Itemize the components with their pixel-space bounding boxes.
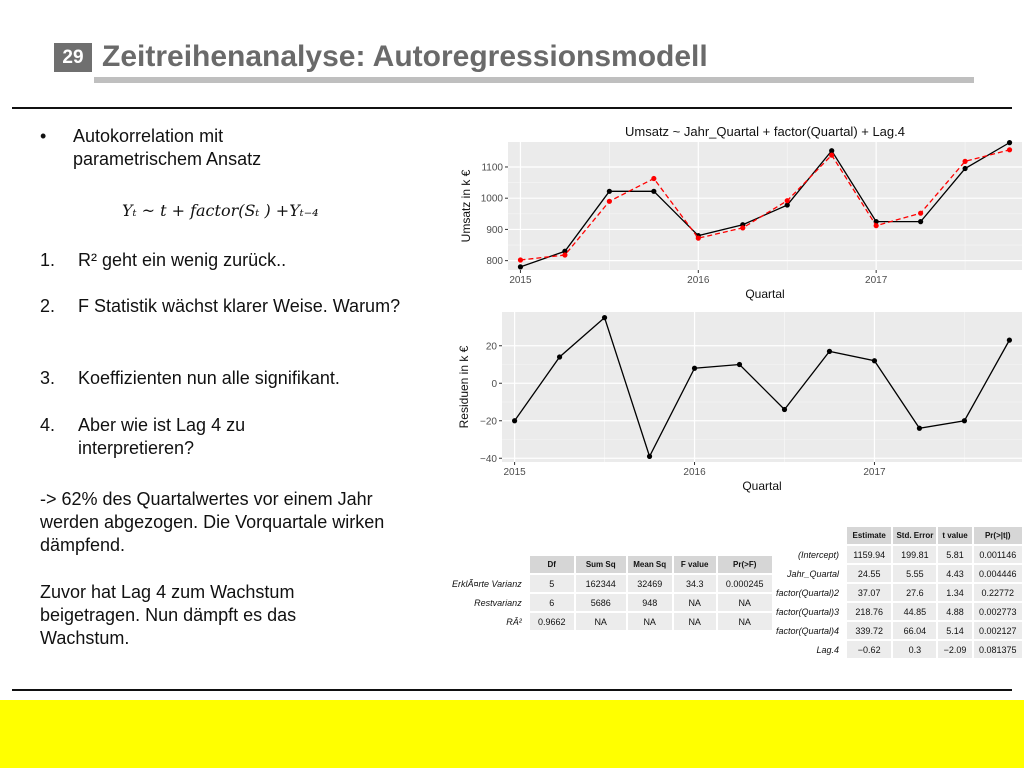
column-header: Estimate — [847, 527, 891, 544]
x-tick-label: 2016 — [687, 275, 710, 286]
bottom-divider — [12, 689, 1012, 691]
row-label: Jahr_Quartal — [787, 568, 840, 579]
item-4-text: Aber wie ist Lag 4 zu interpretieren? — [78, 415, 246, 458]
data-point — [651, 189, 656, 194]
table-cell: 5 — [530, 575, 574, 592]
table-cell: 34.3 — [674, 575, 716, 592]
table-cell: 0.002773 — [974, 603, 1022, 620]
slide-title: Zeitreihenanalyse: Autoregressionsmodell — [102, 40, 708, 73]
table-cell: 162344 — [576, 575, 626, 592]
data-point — [874, 223, 879, 228]
item-1-num: 1. — [40, 250, 56, 270]
top-divider — [12, 107, 1012, 109]
table-cell: 0.9662 — [530, 613, 574, 630]
table-cell: 37.07 — [847, 584, 891, 601]
table-cell: NA — [718, 613, 772, 630]
data-point — [647, 454, 652, 459]
data-point — [1007, 140, 1012, 145]
data-point — [607, 189, 612, 194]
table-cell: 218.76 — [847, 603, 891, 620]
table-cell: NA — [718, 594, 772, 611]
table-row — [773, 584, 1022, 601]
x-tick-label: 2016 — [683, 467, 706, 478]
plot-panel — [508, 142, 1022, 270]
table-cell: 0.000245 — [718, 575, 772, 592]
anova-table — [447, 554, 774, 632]
x-tick-label: 2017 — [863, 467, 886, 478]
y-tick-label: 1000 — [480, 193, 503, 205]
table-row — [449, 594, 772, 611]
data-point — [518, 264, 523, 269]
table-row — [773, 622, 1022, 639]
item-3-num: 3. — [40, 368, 56, 388]
table-row — [773, 565, 1022, 582]
y-axis-label: Residuen in k € — [457, 345, 471, 429]
table-cell: −0.62 — [847, 641, 891, 658]
table-corner — [773, 527, 845, 544]
row-label: Restvarianz — [474, 597, 522, 608]
row-label: RÂ² — [506, 616, 522, 627]
footer-bar — [0, 700, 1024, 768]
data-point — [512, 418, 517, 423]
data-point — [785, 198, 790, 203]
row-label: factor(Quartal)4 — [776, 625, 840, 636]
data-point — [829, 153, 834, 158]
y-tick-label: 1100 — [481, 162, 503, 174]
table-cell: 5.14 — [938, 622, 971, 639]
fitted-values-chart — [440, 110, 1024, 304]
table-cell: 27.6 — [893, 584, 936, 601]
y-tick-label: −40 — [480, 453, 497, 465]
table-row — [449, 613, 772, 630]
table-cell: 44.85 — [893, 603, 936, 620]
column-header: F value — [674, 556, 716, 573]
table-header-row — [773, 527, 1022, 544]
formula: Yₜ ~ t + factor(Sₜ ) +Yₜ₋₄ — [122, 201, 319, 220]
data-point — [962, 418, 967, 423]
data-point — [962, 166, 967, 171]
data-point — [602, 315, 607, 320]
table-row — [773, 546, 1022, 563]
table-cell: 199.81 — [893, 546, 936, 563]
table-cell: 0.004446 — [974, 565, 1022, 582]
data-point — [1007, 338, 1012, 343]
paragraph-lag-explanation: -> 62% des Quartalwertes vor einem Jahr werden abgezogen. Die Vorquartale wirken dämpfend. — [40, 489, 385, 555]
table-row — [773, 641, 1022, 658]
table-corner — [449, 556, 528, 573]
data-point — [1007, 147, 1012, 152]
data-point — [696, 236, 701, 241]
item-1-text: R² geht ein wenig zurück.. — [78, 250, 287, 270]
table-cell: 6 — [530, 594, 574, 611]
y-tick-label: −20 — [480, 416, 497, 428]
item-4-num: 4. — [40, 415, 56, 435]
data-point — [962, 159, 967, 164]
item-3-text: Koeffizienten nun alle signifikant. — [78, 368, 340, 388]
table-cell: 5.81 — [938, 546, 971, 563]
data-point — [737, 362, 742, 367]
table-cell: 66.04 — [893, 622, 936, 639]
x-tick-label: 2017 — [865, 275, 888, 286]
column-header: Pr(>F) — [718, 556, 772, 573]
data-point — [918, 211, 923, 216]
table-cell: 0.3 — [893, 641, 936, 658]
table-row — [773, 603, 1022, 620]
data-point — [607, 199, 612, 204]
row-label: (Intercept) — [798, 549, 840, 560]
column-header: Df — [530, 556, 574, 573]
paragraph-previous-model: Zuvor hat Lag 4 zum Wachstum beigetragen. Nun dämpft es das Wachstum. — [40, 582, 297, 648]
y-tick-label: 800 — [486, 256, 503, 268]
table-cell: 32469 — [628, 575, 672, 592]
column-header: Pr(>|t|) — [974, 527, 1022, 544]
table-cell: 1.34 — [938, 584, 971, 601]
table-cell: NA — [674, 594, 716, 611]
column-header: t value — [938, 527, 971, 544]
title-underline — [94, 77, 974, 83]
column-header: Std. Error — [893, 527, 936, 544]
table-cell: 948 — [628, 594, 672, 611]
table-cell: 4.88 — [938, 603, 971, 620]
residuals-chart — [440, 306, 1024, 494]
data-point — [782, 407, 787, 412]
table-row — [449, 575, 772, 592]
table-cell: 1159.94 — [847, 546, 891, 563]
bullet-text: Autokorrelation mit parametrischem Ansatz — [73, 126, 262, 169]
data-point — [651, 176, 656, 181]
item-2-text: F Statistik wächst klarer Weise. Warum? — [78, 296, 401, 316]
chart-title: Umsatz ~ Jahr_Quartal + factor(Quartal) + Lag.4 — [625, 124, 905, 139]
data-point — [562, 252, 567, 257]
slide-number: 29 — [54, 43, 92, 72]
row-label: ErklÃ¤rte Varianz — [452, 578, 522, 589]
x-tick-label: 2015 — [509, 275, 532, 286]
table-cell: 339.72 — [847, 622, 891, 639]
column-header: Mean Sq — [628, 556, 672, 573]
table-cell: NA — [674, 613, 716, 630]
y-tick-label: 900 — [486, 224, 503, 236]
data-point — [872, 358, 877, 363]
table-cell: 0.081375 — [974, 641, 1022, 658]
x-tick-label: 2015 — [503, 467, 526, 478]
data-point — [918, 219, 923, 224]
table-cell: 24.55 — [847, 565, 891, 582]
table-cell: 0.001146 — [974, 546, 1022, 563]
data-point — [692, 366, 697, 371]
table-cell: 0.002127 — [974, 622, 1022, 639]
bullet-marker: • — [40, 126, 47, 146]
table-cell: 5686 — [576, 594, 626, 611]
table-cell: 5.55 — [893, 565, 936, 582]
y-tick-label: 20 — [485, 341, 497, 353]
x-axis-label: Quartal — [745, 287, 785, 301]
y-axis-label: Umsatz in k € — [459, 169, 473, 243]
table-cell: NA — [576, 613, 626, 630]
row-label: Lag.4 — [816, 644, 840, 655]
table-cell: 4.43 — [938, 565, 971, 582]
table-cell: −2.09 — [938, 641, 971, 658]
data-point — [557, 354, 562, 359]
data-point — [827, 349, 832, 354]
coefficient-table — [771, 525, 1024, 660]
table-cell: 0.22772 — [974, 584, 1022, 601]
data-point — [917, 426, 922, 431]
row-label: factor(Quartal)2 — [776, 587, 840, 598]
row-label: factor(Quartal)3 — [776, 606, 840, 617]
data-point — [518, 257, 523, 262]
y-tick-label: 0 — [491, 378, 497, 390]
table-cell: NA — [628, 613, 672, 630]
item-2-num: 2. — [40, 296, 56, 316]
table-header-row — [449, 556, 772, 573]
data-point — [740, 225, 745, 230]
column-header: Sum Sq — [576, 556, 626, 573]
x-axis-label: Quartal — [742, 479, 782, 493]
